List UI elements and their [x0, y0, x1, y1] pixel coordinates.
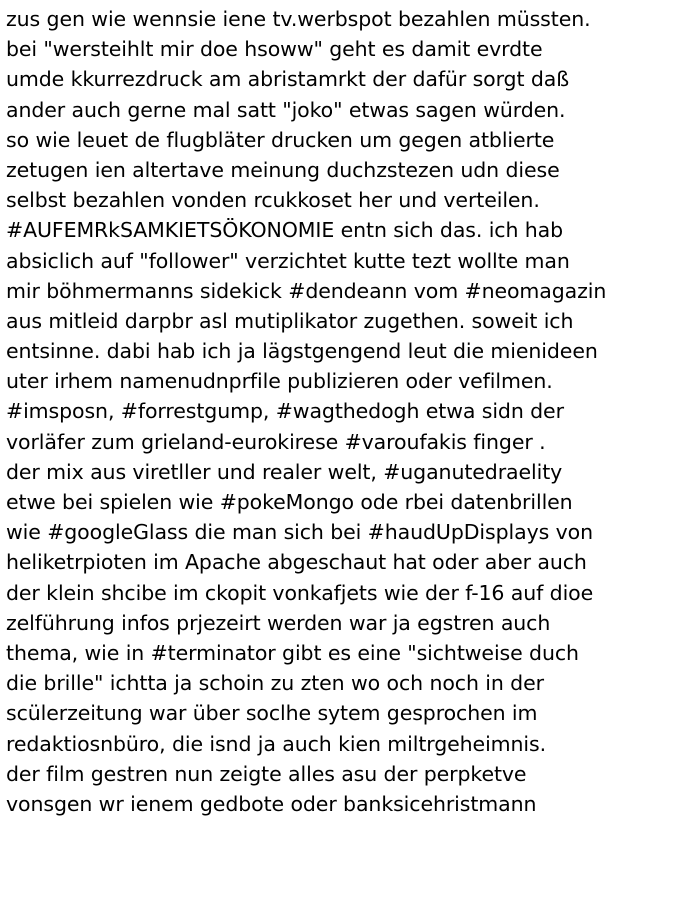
text-line: wie #googleGlass die man sich bei #haudUpDisplays von: [6, 520, 593, 545]
text-line: selbst bezahlen vonden rcukkoset her und verteilen.: [6, 188, 540, 213]
text-line: der film gestren nun zeigte alles asu der perpketve: [6, 761, 527, 786]
text-line: redaktiosnbüro, die isnd ja auch kien miltrgeheimnis.: [6, 731, 547, 756]
text-line: etwe bei spielen wie #pokeMongo ode rbei datenbrillen: [6, 490, 573, 514]
text-line: zelführung infos prjezeirt werden war ja egstren auch: [6, 610, 551, 635]
text-line: aus mitleid darpbr asl mutiplikator zugethen. soweit ich: [6, 308, 574, 333]
text-line: umde kkurrezdruck am abristamrkt der dafür sorgt daß: [6, 67, 570, 92]
text-block: [6, 4, 684, 819]
text-line: thema, wie in #terminator gibt es eine "sichtweise duch: [6, 640, 579, 665]
text-line: heliketrpioten im Apache abgeschaut hat oder aber auch: [6, 550, 587, 575]
text-line: uter irhem namenudnprfile publizieren oder vefilmen.: [6, 369, 553, 394]
text-line: ander auch gerne mal satt "joko" etwas sagen würden.: [6, 97, 566, 122]
text-line: #imsposn, #forrestgump, #wagthedogh etwa sidn der: [6, 399, 564, 424]
text-line: vonsgen wr ienem gedbote oder banksicehristmann: [6, 791, 537, 816]
text-line: scülerzeitung war über soclhe sytem gesprochen im: [6, 701, 538, 726]
text-line: entsinne. dabi hab ich ja lägstgengend leut die mienideen: [6, 339, 598, 364]
text-line: zetugen ien altertave meinung duchzstezen udn diese: [6, 157, 560, 182]
text-line: der mix aus viretller und realer welt, #uganutedraelity: [6, 459, 563, 484]
text-line: mir böhmermanns sidekick #dendeann vom #neomagazin: [6, 278, 607, 303]
text-line: zus gen wie wennsie iene tv.werbspot bezahlen müssten.: [6, 7, 591, 31]
text-line: der klein shcibe im ckopit vonkafjets wie der f-16 auf dioe: [6, 580, 594, 605]
text-line: absiclich auf "follower" verzichtet kutte tezt wollte man: [6, 248, 570, 273]
text-line: die brille" ichtta ja schoin zu zten wo och noch in der: [6, 671, 544, 696]
text-line: so wie leuet de flugbläter drucken um gegen atblierte: [6, 127, 555, 152]
text-line: #AUFEMRkSAMKIETSÖKONOMIE entn sich das. ich hab: [6, 218, 564, 243]
text-line: vorläfer zum grieland-eurokirese #varoufakis finger .: [6, 429, 546, 454]
text-line: bei "wersteihlt mir doe hsoww" geht es damit evrdte: [6, 37, 543, 62]
